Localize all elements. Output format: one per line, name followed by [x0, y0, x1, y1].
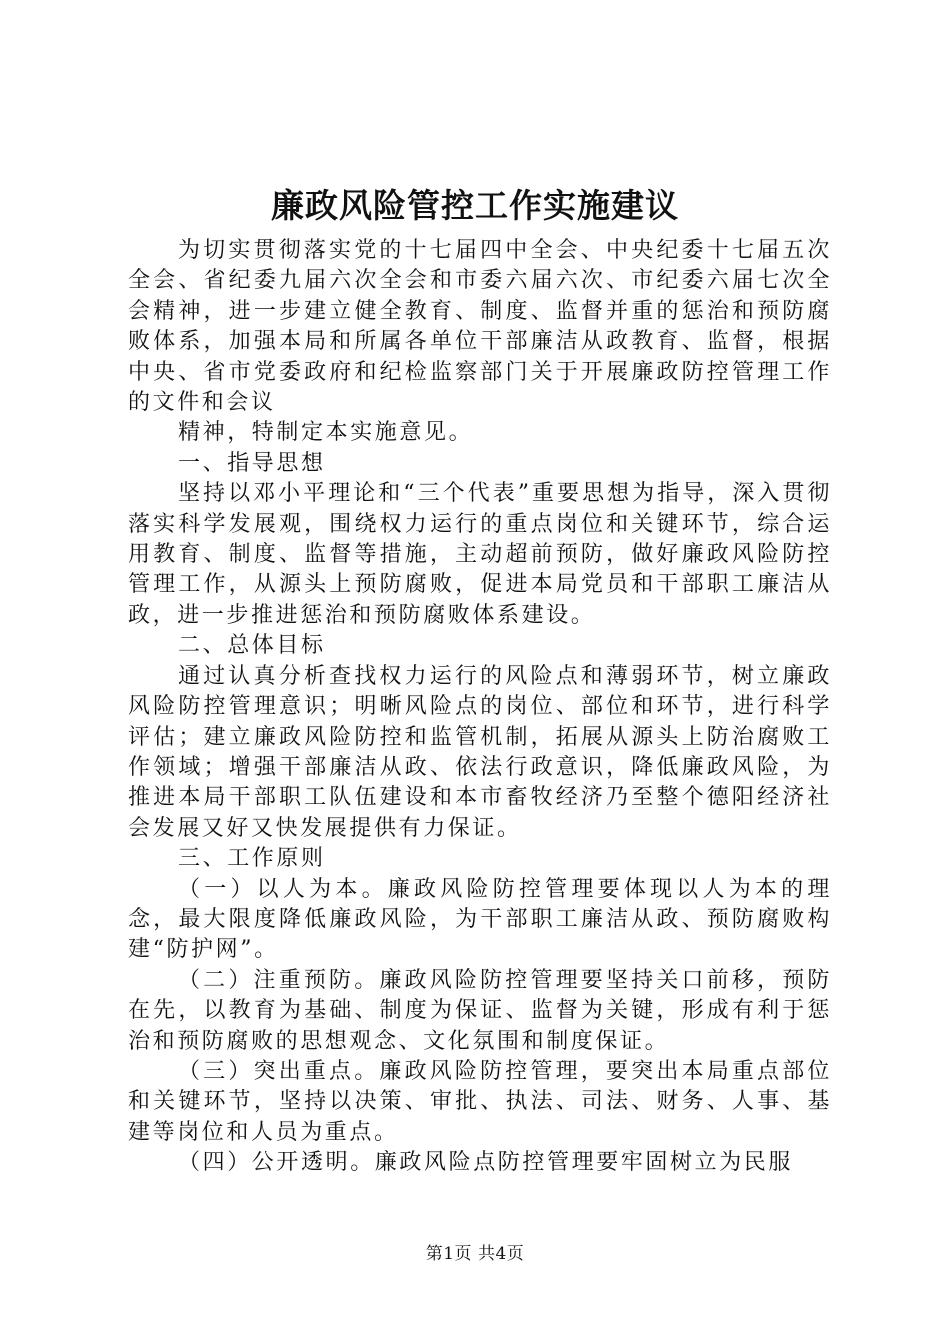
intro-paragraph: 为切实贯彻落实党的十七届四中全会、中央纪委十七届五次全会、省纪委九届六次全会和市委六届六次、市纪委六届七次全会精神，进一步建立健全教育、制度、监督并重的惩治和预防腐败体系，加强本局和所属各单位干部廉洁从政教育、监督，根据中央、省市党委政府和纪检监察部门关于开展廉政防控管理工作的文件和会议: [128, 238, 832, 416]
principle-3-paragraph: （三）突出重点。廉政风险防控管理，要突出本局重点部位和关键环节，坚持以决策、审批、执法、司法、财务、人事、基建等岗位和人员为重点。: [128, 1058, 832, 1145]
guiding-ideology-paragraph: 坚持以邓小平理论和“三个代表”重要思想为指导，深入贯彻落实科学发展观，围绕权力运行的重点岗位和关键环节，综合运用教育、制度、监督等措施，主动超前预防，做好廉政风险防控管理工作，从源头上预防腐败，促进本局党员和干部职工廉洁从政，进一步推进惩治和预防腐败体系建设。: [128, 481, 832, 628]
intro-paragraph-continued: 精神，特制定本实施意见。: [178, 420, 474, 446]
principle-1-paragraph: （一）以人为本。廉政风险防控管理要体现以人为本的理念，最大限度降低廉政风险，为干部职工廉洁从政、预防腐败构建“防护网”。: [128, 876, 832, 963]
principle-2-paragraph: （二）注重预防。廉政风险防控管理要坚持关口前移，预防在先，以教育为基础、制度为保证、监督为关键，形成有利于惩治和预防腐败的思想观念、文化氛围和制度保证。: [128, 967, 832, 1054]
section-heading-working-principles: 三、工作原则: [178, 846, 326, 872]
document-body: [128, 236, 832, 1179]
page-number-footer: 第1页 共4页: [425, 1244, 525, 1264]
section-heading-guiding-ideology: 一、指导思想: [178, 450, 326, 476]
section-heading-overall-goals: 二、总体目标: [178, 633, 326, 659]
document-title: 廉政风险管控工作实施建议: [271, 186, 679, 225]
overall-goals-paragraph: 通过认真分析查找权力运行的风险点和薄弱环节，树立廉政风险防控管理意识；明晰风险点的岗位、部位和环节，进行科学评估；建立廉政风险防控和监管机制，拓展从源头上防治腐败工作领域；增强干部廉洁从政、依法行政意识，降低廉政风险，为推进本局干部职工队伍建设和本市畜牧经济乃至整个德阳经济社会发展又好又快发展提供有力保证。: [128, 663, 832, 841]
principle-4-paragraph: （四）公开透明。廉政风险点防控管理要牢固树立为民服: [178, 1150, 794, 1176]
